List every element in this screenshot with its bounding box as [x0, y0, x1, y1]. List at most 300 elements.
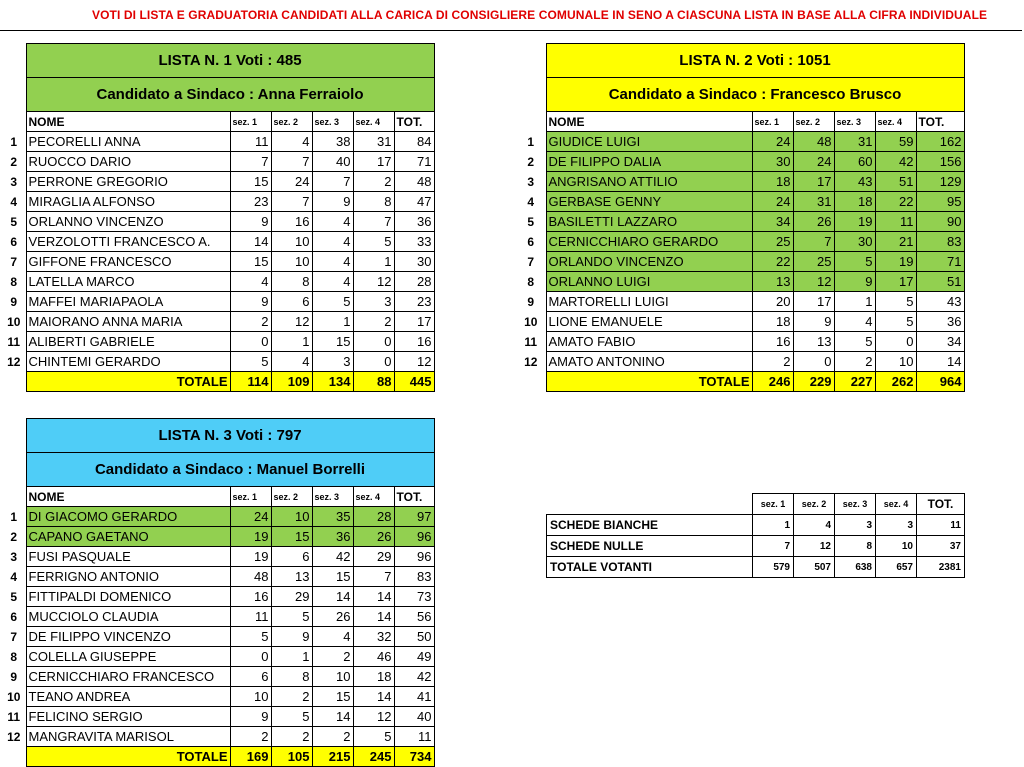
candidate-sez3: 7: [312, 172, 353, 192]
candidate-sez2: 12: [271, 312, 312, 332]
candidate-sez1: 2: [230, 312, 271, 332]
summary-tot: 2381: [917, 557, 965, 578]
total-sez3: 134: [312, 372, 353, 392]
candidate-rank: 12: [7, 729, 21, 744]
candidate-sez2: 26: [793, 212, 834, 232]
candidate-sez4: 10: [875, 352, 916, 372]
candidate-sez3: 10: [312, 667, 353, 687]
candidate-sez4: 12: [353, 707, 394, 727]
page-title: VOTI DI LISTA E GRADUATORIA CANDIDATI ALLA CARICA DI CONSIGLIERE COMUNALE IN SENO A CIASCUNA LISTA IN BASE ALLA CIFRA INDIVIDUALE: [92, 8, 988, 22]
candidate-sez2: 8: [271, 667, 312, 687]
candidate-sez2: 8: [271, 272, 312, 292]
total-sez4: 262: [875, 372, 916, 392]
summary-sez3: 638: [835, 557, 876, 578]
candidate-sez3: 36: [312, 527, 353, 547]
summary-sez4: 3: [876, 515, 917, 536]
candidate-sez1: 9: [230, 212, 271, 232]
candidate-rank: 12: [524, 354, 538, 369]
candidate-sez1: 11: [230, 132, 271, 152]
summary-sez4: 10: [876, 536, 917, 557]
candidate-row: [2, 232, 434, 252]
candidate-sez3: 9: [312, 192, 353, 212]
candidate-sez2: 5: [271, 607, 312, 627]
candidate-rank: 8: [10, 649, 18, 664]
total-sez4: 245: [353, 747, 394, 767]
candidate-tot: 73: [394, 587, 434, 607]
total-sez1: 169: [230, 747, 271, 767]
candidate-name: CHINTEMI GERARDO: [26, 352, 230, 372]
candidate-rank: 6: [527, 234, 535, 249]
candidate-sez2: 25: [793, 252, 834, 272]
summary-sez2: 507: [794, 557, 835, 578]
col-header-name: NOME: [546, 112, 752, 132]
candidate-sez3: 14: [312, 587, 353, 607]
candidate-sez2: 7: [793, 232, 834, 252]
candidate-sez4: 1: [353, 252, 394, 272]
candidate-rank: 3: [10, 549, 18, 564]
candidate-sez2: 10: [271, 252, 312, 272]
candidate-row: [516, 292, 964, 312]
col-header-sez4: sez. 4: [353, 112, 394, 132]
candidate-sez2: 24: [271, 172, 312, 192]
candidate-sez3: 40: [312, 152, 353, 172]
candidate-rank: 1: [10, 509, 18, 524]
col-header-tot: TOT.: [916, 112, 964, 132]
candidate-tot: 95: [916, 192, 964, 212]
candidate-row: [2, 172, 434, 192]
candidate-sez1: 2: [230, 727, 271, 747]
col-header-sez1: sez. 1: [753, 494, 794, 515]
candidate-rank: 4: [527, 194, 535, 209]
candidate-sez4: 0: [353, 352, 394, 372]
candidate-sez4: 29: [353, 547, 394, 567]
candidate-tot: 28: [394, 272, 434, 292]
summary-sez1: 1: [753, 515, 794, 536]
candidate-sez2: 6: [271, 547, 312, 567]
list-candidate: Candidato a Sindaco : Manuel Borrelli: [26, 453, 434, 487]
candidate-name: FITTIPALDI DOMENICO: [26, 587, 230, 607]
candidate-sez3: 15: [312, 332, 353, 352]
candidate-sez1: 14: [230, 232, 271, 252]
candidate-sez4: 7: [353, 567, 394, 587]
candidate-sez2: 29: [271, 587, 312, 607]
candidate-sez2: 12: [793, 272, 834, 292]
candidate-row: [516, 332, 964, 352]
candidate-rank: 7: [10, 254, 18, 269]
candidate-sez1: 11: [230, 607, 271, 627]
candidate-tot: 23: [394, 292, 434, 312]
candidate-row: [516, 212, 964, 232]
candidate-sez4: 31: [353, 132, 394, 152]
candidate-sez1: 2: [752, 352, 793, 372]
candidate-row: [2, 727, 434, 747]
candidate-sez3: 4: [312, 272, 353, 292]
col-header-sez3: sez. 3: [834, 112, 875, 132]
candidate-sez4: 51: [875, 172, 916, 192]
candidate-name: DE FILIPPO VINCENZO: [26, 627, 230, 647]
candidate-sez2: 5: [271, 707, 312, 727]
candidate-name: LIONE EMANUELE: [546, 312, 752, 332]
candidate-sez1: 15: [230, 172, 271, 192]
candidate-name: LATELLA MARCO: [26, 272, 230, 292]
candidate-sez3: 1: [834, 292, 875, 312]
summary-label: TOTALE VOTANTI: [547, 557, 753, 578]
candidate-sez1: 15: [230, 252, 271, 272]
candidate-rank: 6: [10, 234, 18, 249]
col-header-sez3: sez. 3: [312, 112, 353, 132]
candidate-row: [2, 667, 434, 687]
candidate-sez4: 17: [875, 272, 916, 292]
candidate-sez3: 18: [834, 192, 875, 212]
candidate-name: RUOCCO DARIO: [26, 152, 230, 172]
list-title: LISTA N. 2 Voti : 1051: [546, 44, 964, 78]
candidate-sez1: 48: [230, 567, 271, 587]
candidate-rank: 9: [10, 294, 18, 309]
candidate-sez3: 30: [834, 232, 875, 252]
candidate-rank: 8: [10, 274, 18, 289]
candidate-rank: 1: [10, 134, 18, 149]
candidate-sez1: 23: [230, 192, 271, 212]
col-header-sez3: sez. 3: [835, 494, 876, 515]
candidate-tot: 156: [916, 152, 964, 172]
candidate-tot: 51: [916, 272, 964, 292]
candidate-sez3: 5: [834, 332, 875, 352]
candidate-sez1: 5: [230, 627, 271, 647]
candidate-tot: 47: [394, 192, 434, 212]
candidate-rank: 7: [10, 629, 18, 644]
candidate-name: CAPANO GAETANO: [26, 527, 230, 547]
candidate-row: [516, 192, 964, 212]
candidate-name: MUCCIOLO CLAUDIA: [26, 607, 230, 627]
list-candidate: Candidato a Sindaco : Francesco Brusco: [546, 78, 964, 112]
candidate-row: [516, 152, 964, 172]
candidate-name: MANGRAVITA MARISOL: [26, 727, 230, 747]
candidate-tot: 90: [916, 212, 964, 232]
candidate-rank: 11: [7, 709, 21, 724]
candidate-sez2: 9: [793, 312, 834, 332]
candidate-name: MAFFEI MARIAPAOLA: [26, 292, 230, 312]
candidate-sez4: 5: [875, 292, 916, 312]
candidate-sez2: 31: [793, 192, 834, 212]
candidate-name: CERNICCHIARO FRANCESCO: [26, 667, 230, 687]
candidate-name: GIUDICE LUIGI: [546, 132, 752, 152]
candidate-sez2: 9: [271, 627, 312, 647]
candidate-sez3: 38: [312, 132, 353, 152]
candidate-row: [516, 312, 964, 332]
col-header-sez2: sez. 2: [793, 112, 834, 132]
candidate-row: [2, 132, 434, 152]
candidate-rank: 2: [527, 154, 535, 169]
candidate-sez3: 2: [312, 647, 353, 667]
candidate-sez4: 14: [353, 607, 394, 627]
candidate-sez2: 17: [793, 172, 834, 192]
candidate-row: [516, 252, 964, 272]
candidate-rank: 8: [527, 274, 535, 289]
col-header-name: NOME: [26, 112, 230, 132]
candidate-row: [2, 527, 434, 547]
candidate-tot: 43: [916, 292, 964, 312]
summary-sez1: 579: [753, 557, 794, 578]
candidate-rank: 2: [10, 154, 18, 169]
total-label: TOTALE: [26, 747, 230, 767]
candidate-name: COLELLA GIUSEPPE: [26, 647, 230, 667]
candidate-sez2: 16: [271, 212, 312, 232]
candidate-rank: 2: [10, 529, 18, 544]
candidate-sez3: 15: [312, 567, 353, 587]
candidate-sez4: 18: [353, 667, 394, 687]
candidate-name: AMATO FABIO: [546, 332, 752, 352]
candidate-row: [2, 252, 434, 272]
candidate-row: [2, 647, 434, 667]
list-2-table: [516, 43, 965, 392]
candidate-row: [2, 212, 434, 232]
col-header-tot: TOT.: [917, 494, 965, 515]
candidate-tot: 36: [394, 212, 434, 232]
candidate-sez1: 16: [230, 587, 271, 607]
candidate-tot: 11: [394, 727, 434, 747]
candidate-rank: 5: [10, 589, 18, 604]
candidate-tot: 41: [394, 687, 434, 707]
candidate-sez4: 2: [353, 172, 394, 192]
candidate-rank: 3: [10, 174, 18, 189]
col-header-sez3: sez. 3: [312, 487, 353, 507]
candidate-name: ANGRISANO ATTILIO: [546, 172, 752, 192]
total-sez2: 105: [271, 747, 312, 767]
candidate-name: FERRIGNO ANTONIO: [26, 567, 230, 587]
candidate-sez2: 10: [271, 507, 312, 527]
candidate-rank: 3: [527, 174, 535, 189]
candidate-sez4: 8: [353, 192, 394, 212]
candidate-tot: 33: [394, 232, 434, 252]
col-header-sez1: sez. 1: [752, 112, 793, 132]
candidate-rank: 7: [527, 254, 535, 269]
candidate-tot: 129: [916, 172, 964, 192]
candidate-sez1: 10: [230, 687, 271, 707]
candidate-sez1: 0: [230, 332, 271, 352]
candidate-name: FELICINO SERGIO: [26, 707, 230, 727]
candidate-sez1: 4: [230, 272, 271, 292]
candidate-rank: 5: [10, 214, 18, 229]
candidate-sez1: 30: [752, 152, 793, 172]
candidate-rank: 10: [524, 314, 538, 329]
candidate-sez2: 48: [793, 132, 834, 152]
candidate-row: [2, 292, 434, 312]
candidate-tot: 16: [394, 332, 434, 352]
candidate-name: ORLANNO VINCENZO: [26, 212, 230, 232]
summary-sez3: 8: [835, 536, 876, 557]
candidate-sez2: 15: [271, 527, 312, 547]
candidate-sez2: 7: [271, 192, 312, 212]
summary-table: [546, 493, 965, 578]
candidate-sez3: 1: [312, 312, 353, 332]
candidate-name: PECORELLI ANNA: [26, 132, 230, 152]
candidate-tot: 97: [394, 507, 434, 527]
candidate-sez4: 42: [875, 152, 916, 172]
candidate-tot: 96: [394, 547, 434, 567]
candidate-sez4: 59: [875, 132, 916, 152]
candidate-row: [2, 272, 434, 292]
candidate-sez4: 28: [353, 507, 394, 527]
candidate-rank: 4: [10, 569, 18, 584]
candidate-sez3: 31: [834, 132, 875, 152]
candidate-sez1: 9: [230, 707, 271, 727]
candidate-sez2: 10: [271, 232, 312, 252]
candidate-sez3: 4: [312, 212, 353, 232]
candidate-sez1: 5: [230, 352, 271, 372]
candidate-tot: 96: [394, 527, 434, 547]
candidate-tot: 50: [394, 627, 434, 647]
candidate-sez4: 11: [875, 212, 916, 232]
candidate-name: CERNICCHIARO GERARDO: [546, 232, 752, 252]
candidate-row: [2, 312, 434, 332]
candidate-row: [2, 567, 434, 587]
candidate-sez1: 0: [230, 647, 271, 667]
candidate-name: AMATO ANTONINO: [546, 352, 752, 372]
candidate-tot: 48: [394, 172, 434, 192]
candidate-row: [2, 627, 434, 647]
total-sez2: 109: [271, 372, 312, 392]
candidate-tot: 14: [916, 352, 964, 372]
candidate-sez4: 0: [353, 332, 394, 352]
candidate-sez1: 19: [230, 527, 271, 547]
candidate-sez4: 5: [353, 232, 394, 252]
candidate-row: [2, 192, 434, 212]
candidate-row: [516, 232, 964, 252]
candidate-sez2: 4: [271, 132, 312, 152]
candidate-name: PERRONE GREGORIO: [26, 172, 230, 192]
candidate-sez4: 5: [353, 727, 394, 747]
candidate-name: DI GIACOMO GERARDO: [26, 507, 230, 527]
summary-tot: 37: [917, 536, 965, 557]
candidate-sez4: 26: [353, 527, 394, 547]
col-header-sez1: sez. 1: [230, 487, 271, 507]
candidate-sez3: 14: [312, 707, 353, 727]
candidate-rank: 10: [7, 689, 21, 704]
candidate-sez3: 35: [312, 507, 353, 527]
candidate-sez4: 3: [353, 292, 394, 312]
candidate-name: TEANO ANDREA: [26, 687, 230, 707]
candidate-rank: 10: [7, 314, 21, 329]
candidate-sez2: 1: [271, 332, 312, 352]
candidate-sez3: 9: [834, 272, 875, 292]
candidate-sez3: 2: [312, 727, 353, 747]
candidate-row: [516, 272, 964, 292]
candidate-sez1: 13: [752, 272, 793, 292]
candidate-sez3: 4: [312, 627, 353, 647]
summary-sez4: 657: [876, 557, 917, 578]
candidate-name: BASILETTI LAZZARO: [546, 212, 752, 232]
candidate-rank: 5: [527, 214, 535, 229]
candidate-row: [2, 607, 434, 627]
candidate-row: [2, 687, 434, 707]
summary-sez1: 7: [753, 536, 794, 557]
total-sez4: 88: [353, 372, 394, 392]
candidate-row: [516, 132, 964, 152]
candidate-tot: 83: [916, 232, 964, 252]
candidate-tot: 34: [916, 332, 964, 352]
candidate-row: [2, 707, 434, 727]
total-tot: 964: [916, 372, 964, 392]
candidate-tot: 36: [916, 312, 964, 332]
candidate-sez3: 4: [312, 232, 353, 252]
candidate-sez1: 19: [230, 547, 271, 567]
summary-sez2: 4: [794, 515, 835, 536]
col-header-sez4: sez. 4: [353, 487, 394, 507]
candidate-rank: 4: [10, 194, 18, 209]
candidate-sez1: 20: [752, 292, 793, 312]
summary-label: SCHEDE BIANCHE: [547, 515, 753, 536]
candidate-sez4: 12: [353, 272, 394, 292]
col-header-sez4: sez. 4: [876, 494, 917, 515]
candidate-name: FUSI PASQUALE: [26, 547, 230, 567]
summary-sez2: 12: [794, 536, 835, 557]
total-label: TOTALE: [26, 372, 230, 392]
list-1-table: [2, 43, 435, 392]
candidate-rank: 6: [10, 609, 18, 624]
candidate-rank: 11: [524, 334, 538, 349]
candidate-name: GIFFONE FRANCESCO: [26, 252, 230, 272]
candidate-sez4: 17: [353, 152, 394, 172]
candidate-row: [2, 507, 434, 527]
candidate-tot: 71: [916, 252, 964, 272]
col-header-sez1: sez. 1: [230, 112, 271, 132]
candidate-sez3: 15: [312, 687, 353, 707]
total-sez3: 227: [834, 372, 875, 392]
total-sez1: 246: [752, 372, 793, 392]
candidate-name: GERBASE GENNY: [546, 192, 752, 212]
candidate-sez1: 9: [230, 292, 271, 312]
candidate-sez4: 21: [875, 232, 916, 252]
candidate-tot: 71: [394, 152, 434, 172]
candidate-sez3: 4: [312, 252, 353, 272]
candidate-sez2: 13: [793, 332, 834, 352]
col-header-sez4: sez. 4: [875, 112, 916, 132]
candidate-tot: 17: [394, 312, 434, 332]
col-header-sez2: sez. 2: [271, 112, 312, 132]
candidate-row: [2, 332, 434, 352]
candidate-name: MAIORANO ANNA MARIA: [26, 312, 230, 332]
candidate-sez2: 6: [271, 292, 312, 312]
total-tot: 734: [394, 747, 434, 767]
candidate-name: DE FILIPPO DALIA: [546, 152, 752, 172]
list-candidate: Candidato a Sindaco : Anna Ferraiolo: [26, 78, 434, 112]
candidate-row: [2, 352, 434, 372]
candidate-sez4: 7: [353, 212, 394, 232]
total-sez2: 229: [793, 372, 834, 392]
candidate-row: [2, 587, 434, 607]
candidate-sez1: 24: [752, 192, 793, 212]
candidate-name: ORLANNO LUIGI: [546, 272, 752, 292]
list-title: LISTA N. 3 Voti : 797: [26, 419, 434, 453]
candidate-sez3: 5: [312, 292, 353, 312]
candidate-sez2: 4: [271, 352, 312, 372]
candidate-sez4: 46: [353, 647, 394, 667]
candidate-sez4: 22: [875, 192, 916, 212]
col-header-sez2: sez. 2: [794, 494, 835, 515]
total-sez1: 114: [230, 372, 271, 392]
candidate-sez4: 32: [353, 627, 394, 647]
summary-tot: 11: [917, 515, 965, 536]
candidate-tot: 56: [394, 607, 434, 627]
candidate-sez3: 3: [312, 352, 353, 372]
candidate-sez2: 2: [271, 687, 312, 707]
candidate-rank: 12: [7, 354, 21, 369]
candidate-sez1: 18: [752, 172, 793, 192]
candidate-tot: 84: [394, 132, 434, 152]
candidate-name: MARTORELLI LUIGI: [546, 292, 752, 312]
candidate-sez1: 22: [752, 252, 793, 272]
candidate-sez1: 7: [230, 152, 271, 172]
